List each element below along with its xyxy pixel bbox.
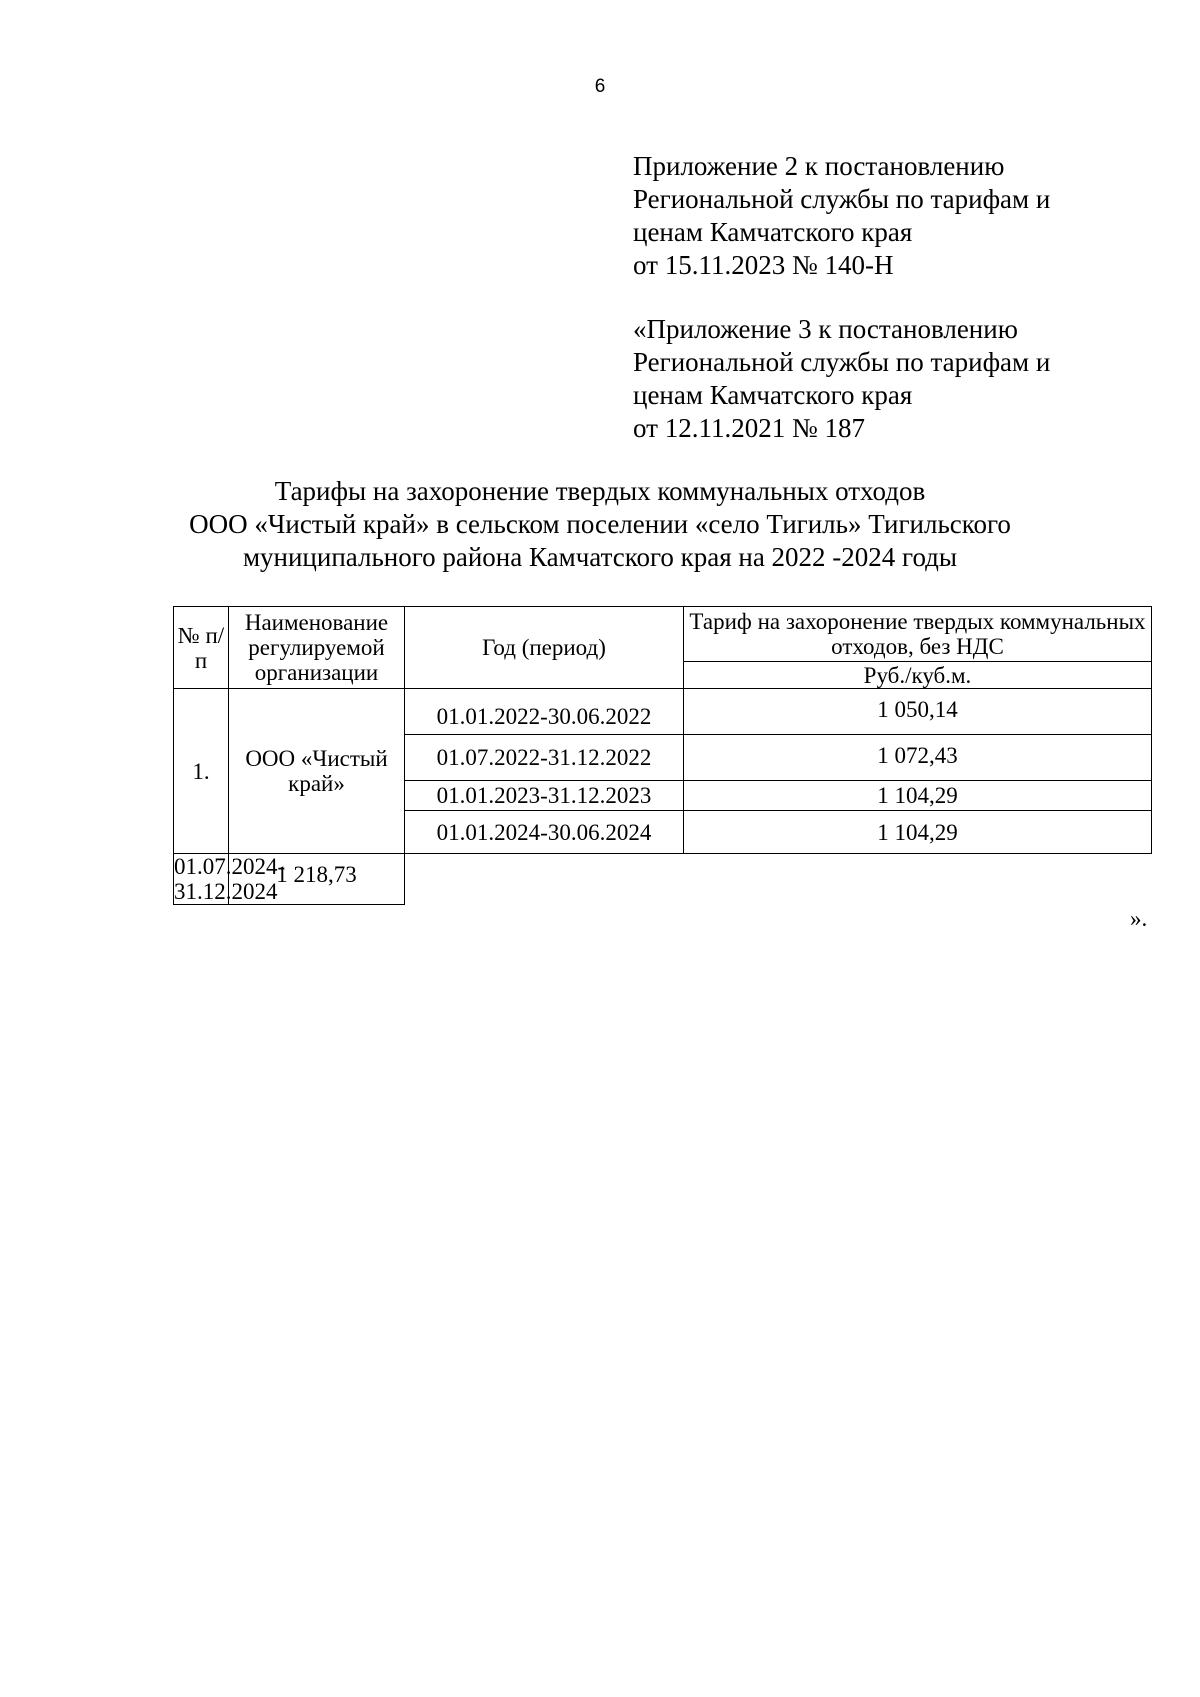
appendix-line: ценам Камчатского края: [633, 217, 913, 247]
appendix-line: «Приложение 3 к постановлению: [633, 314, 1018, 344]
title-line: Тарифы на захоронение твердых коммунальных отходов: [274, 476, 926, 506]
header-organization: Наименование регулируемой организации: [229, 607, 405, 689]
appendix-line: Региональной службы по тарифам и: [633, 347, 1051, 377]
appendix-line: Региональной службы по тарифам и: [633, 184, 1051, 214]
period-cell: 01.01.2024-30.06.2024: [405, 811, 684, 854]
tariff-cell: 1 072,43: [684, 735, 1152, 781]
appendix-reference-original: [633, 313, 1050, 445]
period-cell: 01.01.2023-31.12.2023: [405, 781, 684, 811]
document-title: [0, 475, 1200, 574]
organization-name: ООО «Чистый край»: [229, 689, 405, 854]
appendix-line: ценам Камчатского края: [633, 380, 913, 410]
header-number: № п/п: [174, 607, 229, 689]
tariff-cell: 1 218,73: [229, 854, 405, 905]
tariff-cell: 1 050,14: [684, 689, 1152, 735]
row-number: 1.: [174, 689, 229, 854]
header-tariff: Тариф на захоронение твердых коммунальных отходов, без НДС: [684, 607, 1152, 662]
title-line: муниципального района Камчатского края на 2022 -2024 годы: [242, 542, 958, 572]
tariff-table: [173, 606, 1152, 905]
header-period: Год (период): [405, 607, 684, 689]
appendix-reference-current: [633, 150, 1050, 282]
period-cell: 01.07.2024-31.12.2024: [174, 854, 286, 904]
appendix-line: от 12.11.2021 № 187: [633, 413, 865, 443]
tariff-cell: 1 104,29: [684, 781, 1152, 811]
tariff-cell: 1 104,29: [684, 811, 1152, 854]
appendix-line: от 15.11.2023 № 140-Н: [633, 250, 894, 280]
closing-quote: ».: [1130, 906, 1148, 931]
appendix-line: Приложение 2 к постановлению: [633, 151, 1005, 181]
title-line: ООО «Чистый край» в сельском поселении «село Тигиль» Тигильского: [189, 509, 1011, 539]
period-cell: 01.01.2022-30.06.2022: [405, 689, 684, 735]
header-unit: Руб./куб.м.: [684, 662, 1152, 689]
period-cell: 01.07.2022-31.12.2022: [405, 735, 684, 781]
page-number: 6: [594, 76, 606, 97]
